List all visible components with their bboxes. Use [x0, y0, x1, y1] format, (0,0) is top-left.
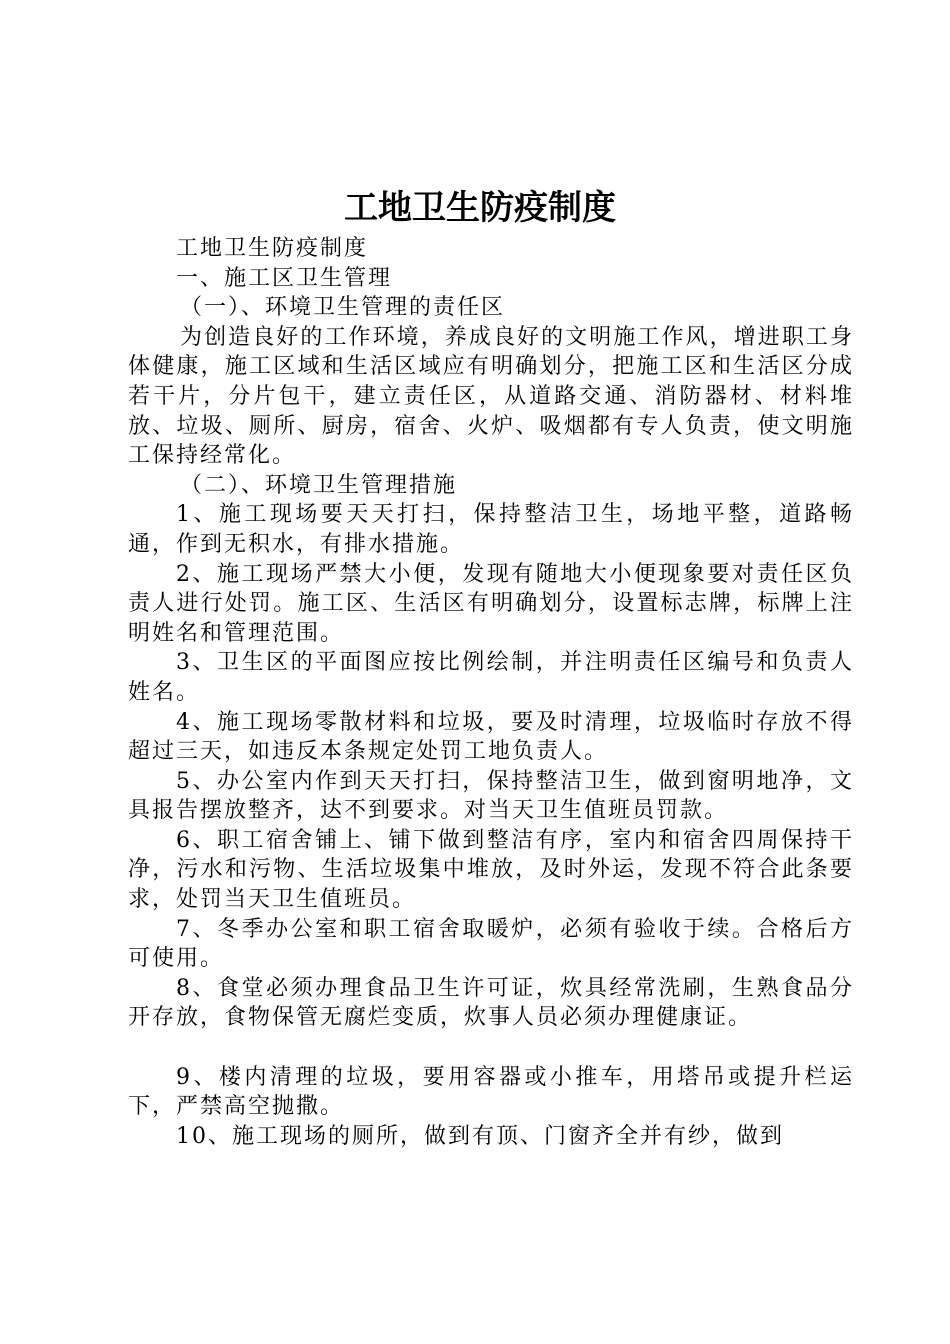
- list-item: 7、冬季办公室和职工宿舍取暖炉，必须有验收于续。合格后方可使用。: [128, 916, 854, 972]
- list-item: 9、楼内清理的垃圾，要用容器或小推车，用塔吊或提升栏运下，严禁高空抛撒。: [128, 1064, 854, 1120]
- list-item: 6、职工宿舍铺上、铺下做到整洁有序，室内和宿舍四周保持干净，污水和污物、生活垃圾集中堆放，及时外运，发现不符合此条要求，处罚当天卫生值班员。: [128, 827, 854, 913]
- list-item: 2、施工现场严禁大小便，发现有随地大小便现象要对责任区负责人进行处罚。施工区、生活区有明确划分，设置标志牌，标牌上注明姓名和管理范围。: [128, 561, 854, 646]
- subsection-heading: （一）、环境卫生管理的责任区: [180, 295, 506, 321]
- paragraph: 为创造良好的工作环境，养成良好的文明施工作风，增进职工身体健康，施工区域和生活区域应有明确划分，把施工区和生活区分成若干片，分片包干，建立责任区，从道路交通、消防器材、材料堆放、垃圾、厕所、厨房，宿舍、火炉、吸烟都有专人负责，使文明施工保持经常化。: [128, 324, 854, 469]
- list-item: 5、办公室内作到天天打扫，保持整洁卫生，做到窗明地净，文具报告摆放整齐，达不到要求。对当天卫生值班员罚款。: [128, 768, 854, 824]
- list-item: 3、卫生区的平面图应按比例绘制，并注明责任区编号和负责人姓名。: [128, 650, 854, 705]
- document-body: [128, 234, 854, 1151]
- section-heading: 一、施工区卫生管理: [176, 265, 393, 291]
- list-item: 1、施工现场要天天打扫，保持整洁卫生，场地平整，道路畅通，作到无积水，有排水措施。: [128, 502, 854, 557]
- list-item: 8、食堂必须办理食品卫生许可证，炊具经常洗刷，生熟食品分开存放，食物保管无腐烂变质，炊事人员必须办理健康证。: [128, 975, 854, 1031]
- document-subtitle: 工地卫生防疫制度: [176, 236, 369, 261]
- list-item: 4、施工现场零散材料和垃圾，要及时清理，垃圾临时存放不得超过三天，如违反本条规定处罚工地负责人。: [128, 709, 854, 765]
- blank-line: [128, 1033, 854, 1063]
- subsection-heading: （二）、环境卫生管理措施: [180, 472, 458, 498]
- list-item: 10、施工现场的厕所，做到有顶、门窗齐全并有纱，做到: [176, 1123, 784, 1149]
- document-title: 工地卫生防疫制度: [344, 188, 616, 228]
